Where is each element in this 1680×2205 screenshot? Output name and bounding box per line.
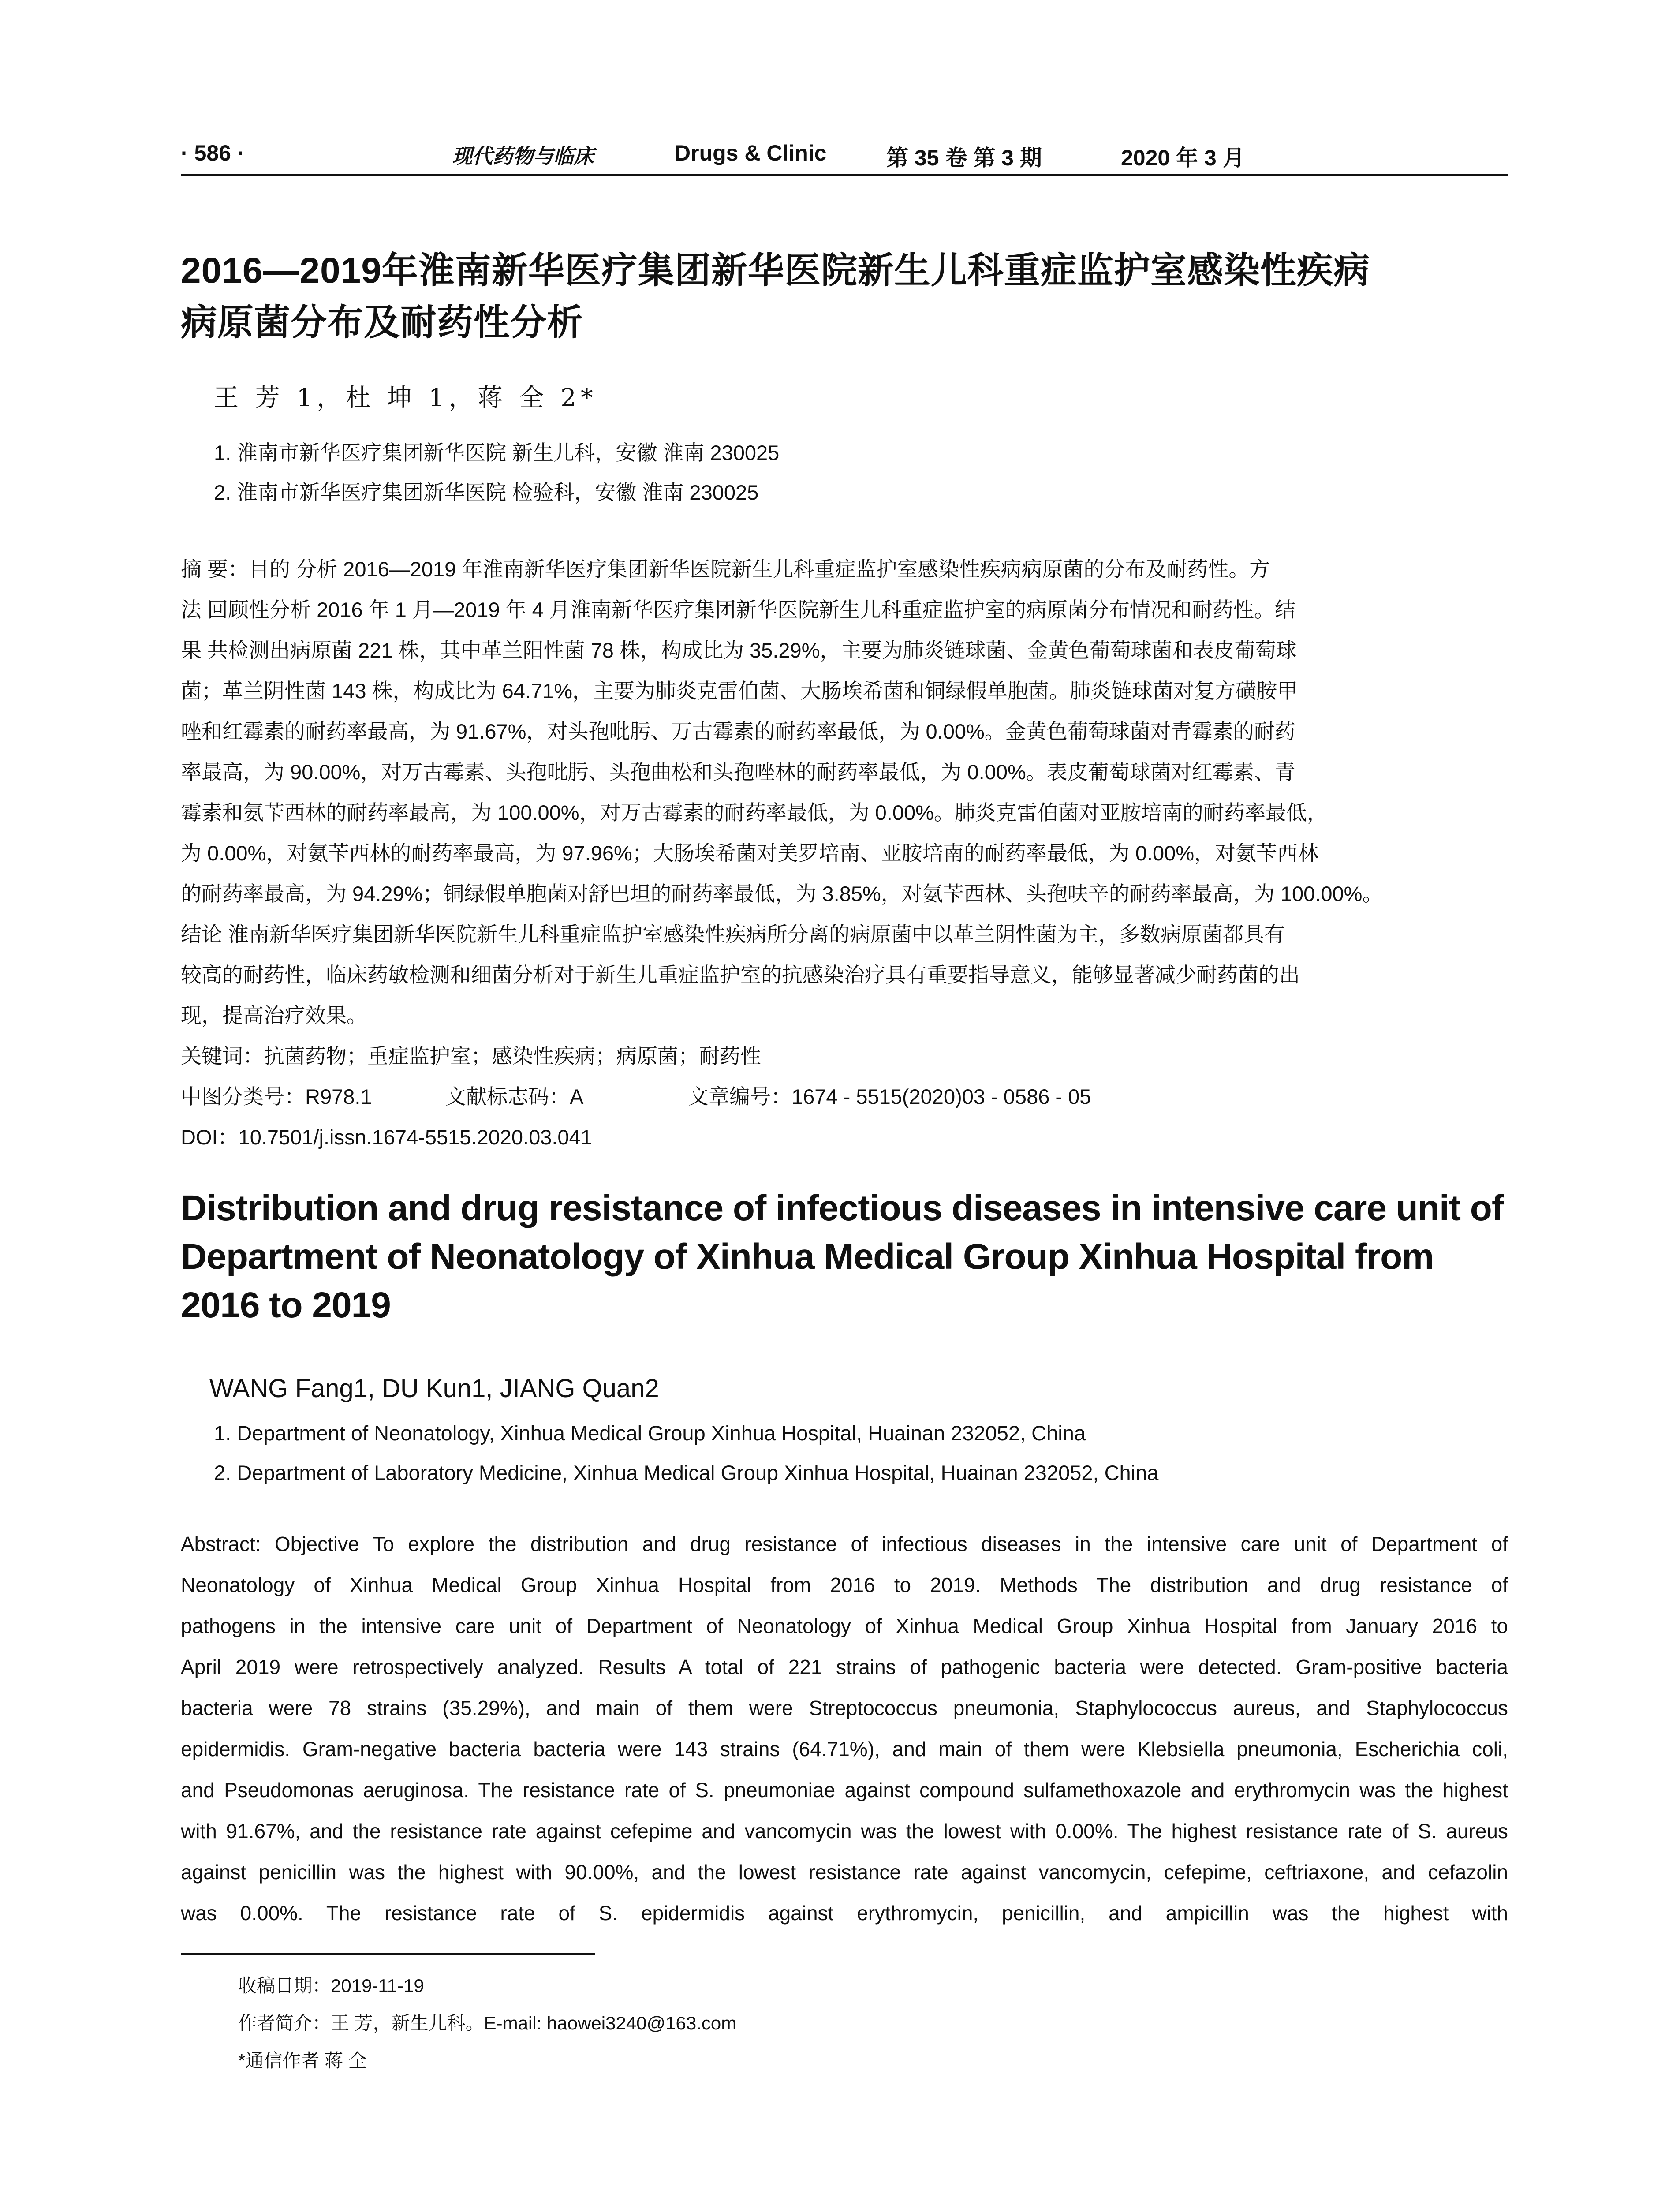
- abstract-line: 为 0.00%，对氨苄西林的耐药率最高，为 97.96%；大肠埃希菌对美罗培南、亚胺培南的耐药率最低，为 0.00%，对氨苄西林: [181, 841, 1319, 865]
- english-abstract: [181, 1524, 1508, 1934]
- document-code: 文献标志码：A: [445, 1085, 584, 1108]
- doi: DOI：10.7501/j.issn.1674-5515.2020.03.041: [181, 1125, 592, 1149]
- corresponding-author: *通信作者 蒋 全: [238, 2050, 367, 2071]
- received-date: 收稿日期：2019-11-19: [238, 1975, 424, 1996]
- abstract-line: 霉素和氨苄西林的耐药率最高，为 100.00%，对万古霉素的耐药率最低，为 0.00%。肺炎克雷伯菌对亚胺培南的耐药率最低，: [181, 801, 1328, 824]
- abstract-line: was 0.00%. The resistance rate of S. epidermidis against erythromycin, penicillin, and ampicillin was the highest with: [181, 1902, 1508, 1925]
- abstract-line: 法 回顾性分析 2016 年 1 月—2019 年 4 月淮南新华医疗集团新华医院新生儿科重症监护室的病原菌分布情况和耐药性。结: [181, 598, 1295, 621]
- chinese-authors: 王 芳 1，杜 坤 1，蒋 全 2*: [214, 384, 597, 412]
- english-affiliation: 2. Department of Laboratory Medicine, Xinhua Medical Group Xinhua Hospital, Huainan 232052, China: [214, 1461, 1159, 1484]
- abstract-line: 现，提高治疗效果。: [181, 1004, 367, 1027]
- chinese-abstract: [181, 549, 1508, 1158]
- abstract-line: 摘 要：目的 分析 2016—2019 年淮南新华医疗集团新华医院新生儿科重症监护室感染性疾病病原菌的分布及耐药性。方: [181, 557, 1270, 581]
- chinese-affiliation: 2. 淮南市新华医疗集团新华医院 检验科，安徽 淮南 230025: [214, 481, 759, 504]
- abstract-line: April 2019 were retrospectively analyzed. Results A total of 221 strains of pathogenic bacteria were detected. Gram-positive bacteria: [181, 1656, 1508, 1678]
- abstract-line: 菌；革兰阴性菌 143 株，构成比为 64.71%，主要为肺炎克雷伯菌、大肠埃希菌和铜绿假单胞菌。肺炎链球菌对复方磺胺甲: [181, 679, 1298, 703]
- abstract-line: epidermidis. Gram-negative bacteria bacteria were 143 strains (64.71%), and main of them were Klebsiella pneumonia, Escherichia coli,: [181, 1738, 1508, 1760]
- abstract-line: Abstract: Objective To explore the distribution and drug resistance of infectious diseases in the intensive care unit of Department of: [181, 1532, 1508, 1555]
- abstract-line: and Pseudomonas aeruginosa. The resistance rate of S. pneumoniae against compound sulfamethoxazole and erythromycin was the highest: [181, 1779, 1508, 1801]
- author-intro: 作者简介：王 芳，新生儿科。E-mail: haowei3240@163.com: [238, 2013, 737, 2033]
- abstract-line: 率最高，为 90.00%，对万古霉素、头孢吡肟、头孢曲松和头孢唑林的耐药率最低，为 0.00%。表皮葡萄球菌对红霉素、青: [181, 760, 1295, 784]
- chinese-title-line: 病原菌分布及耐药性分析: [181, 303, 584, 343]
- abstract-line: 的耐药率最高，为 94.29%；铜绿假单胞菌对舒巴坦的耐药率最低，为 3.85%，对氨苄西林、头孢呋辛的耐药率最高，为 100.00%。: [181, 882, 1383, 905]
- article-number: 文章编号：1674 - 5515(2020)03 - 0586 - 05: [688, 1085, 1091, 1108]
- abstract-line: 较高的耐药性，临床药敏检测和细菌分析对于新生儿重症监护室的抗感染治疗具有重要指导意义，能够显著减少耐药菌的出: [181, 963, 1300, 987]
- chinese-title-line: 2016—2019年淮南新华医疗集团新华医院新生儿科重症监护室感染性疾病: [181, 250, 1370, 291]
- english-title: [181, 1184, 1508, 1330]
- english-title-line: 2016 to 2019: [181, 1285, 391, 1325]
- english-title-line: Distribution and drug resistance of infectious diseases in intensive care unit of: [181, 1188, 1504, 1228]
- abstract-line: Neonatology of Xinhua Medical Group Xinhua Hospital from 2016 to 2019. Methods The distribution and drug resistance of: [181, 1573, 1508, 1596]
- english-authors: WANG Fang1, DU Kun1, JIANG Quan2: [209, 1374, 659, 1403]
- page-number: · 586 ·: [181, 141, 245, 165]
- abstract-line: 果 共检测出病原菌 221 株，其中革兰阳性菌 78 株，构成比为 35.29%，主要为肺炎链球菌、金黄色葡萄球菌和表皮葡萄球: [181, 639, 1297, 662]
- abstract-line: pathogens in the intensive care unit of Department of Neonatology of Xinhua Medical Group Xinhua Hospital from January 2016 to: [181, 1615, 1508, 1637]
- issue-date: 2020 年 3 月: [1121, 146, 1245, 170]
- abstract-line: 结论 淮南新华医疗集团新华医院新生儿科重症监护室感染性疾病所分离的病原菌中以革兰阴性菌为主，多数病原菌都具有: [181, 923, 1285, 946]
- footnote-divider: [181, 1953, 595, 1955]
- chinese-affiliation: 1. 淮南市新华医疗集团新华医院 新生儿科，安徽 淮南 230025: [214, 441, 780, 464]
- abstract-line: against penicillin was the highest with 90.00%, and the lowest resistance rate against vancomycin, cefepime, ceftriaxone, and cefazolin: [181, 1861, 1508, 1884]
- running-header: [181, 140, 1508, 176]
- volume-issue: 第 35 卷 第 3 期: [886, 146, 1042, 170]
- journal-name-cn: 现代药物与临床: [452, 144, 594, 168]
- english-affiliation: 1. Department of Neonatology, Xinhua Medical Group Xinhua Hospital, Huainan 232052, China: [214, 1421, 1086, 1445]
- journal-name-en: Drugs & Clinic: [675, 141, 827, 165]
- english-title-line: Department of Neonatology of Xinhua Medical Group Xinhua Hospital from: [181, 1237, 1434, 1277]
- chinese-title: [181, 245, 1508, 349]
- keywords: 关键词：抗菌药物；重症监护室；感染性疾病；病原菌；耐药性: [181, 1044, 761, 1068]
- classification-row: [181, 1076, 1508, 1117]
- abstract-line: 唑和红霉素的耐药率最高，为 91.67%，对头孢吡肟、万古霉素的耐药率最低，为 0.00%。金黄色葡萄球菌对青霉素的耐药: [181, 720, 1295, 743]
- abstract-line: bacteria were 78 strains (35.29%), and main of them were Streptococcus pneumonia, Staphylococcus aureus, and Staphylococcus: [181, 1697, 1508, 1719]
- abstract-line: with 91.67%, and the resistance rate against cefepime and vancomycin was the lowest with 0.00%. The highest resistance rate of S. aureus: [181, 1820, 1508, 1842]
- clc-number: 中图分类号：R978.1: [181, 1085, 372, 1108]
